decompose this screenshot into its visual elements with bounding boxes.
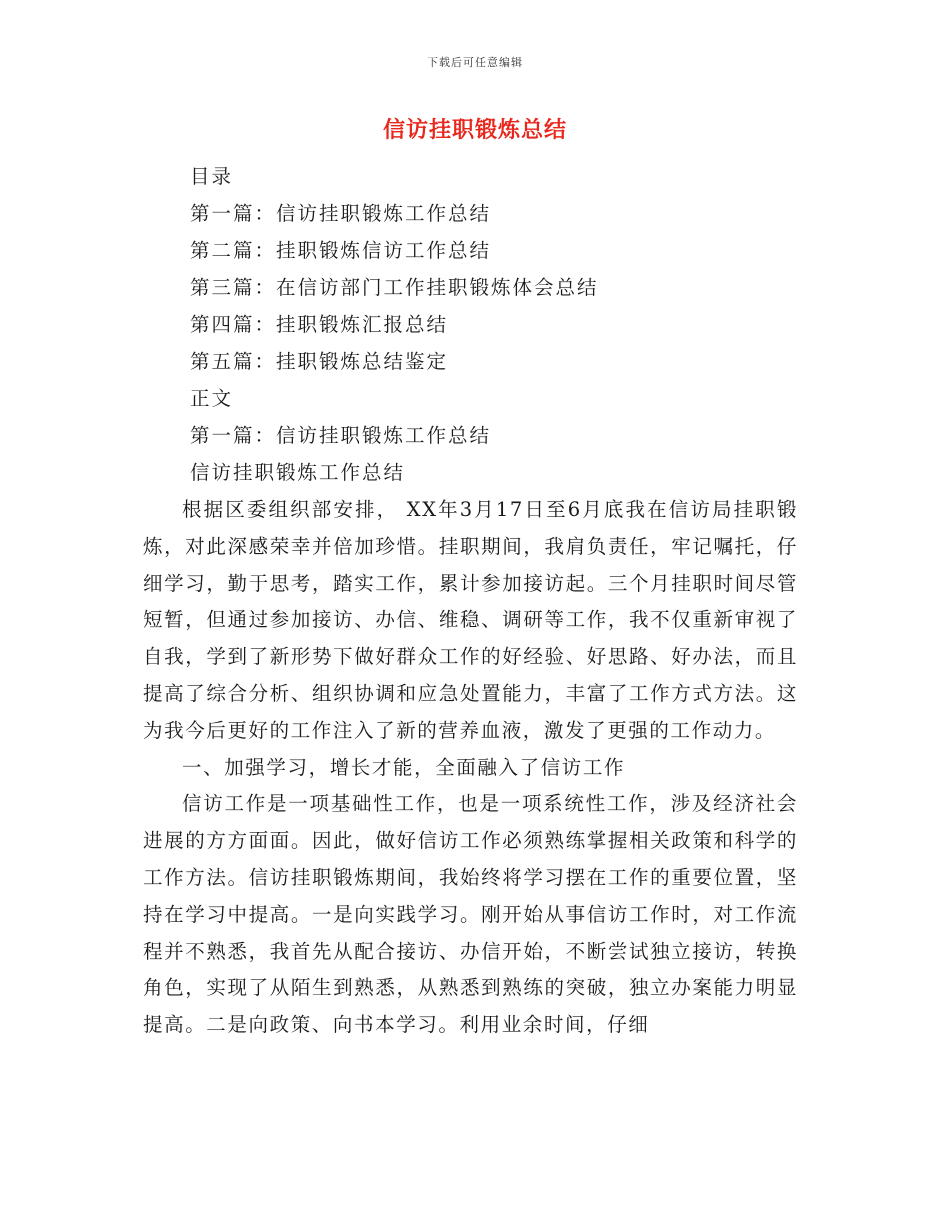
body-text — [143, 492, 798, 1044]
document-title: 信访挂职锻炼总结 — [382, 118, 567, 143]
header-note: 下载后可任意编辑 — [427, 56, 523, 69]
chapter-heading: 第一篇：信访挂职锻炼工作总结 — [190, 424, 492, 447]
chapter-subtitle: 信访挂职锻炼工作总结 — [190, 461, 406, 484]
section-heading: 一、加强学习，增长才能，全面融入了信访工作 — [182, 755, 626, 779]
toc-item: 第五篇：挂职锻炼总结鉴定 — [190, 350, 449, 373]
toc-label: 目录 — [190, 165, 234, 188]
table-of-contents — [190, 158, 810, 491]
body-label: 正文 — [190, 387, 234, 410]
toc-item: 第一篇：信访挂职锻炼工作总结 — [190, 202, 492, 225]
paragraph: 信访工作是一项基础性工作，也是一项系统性工作，涉及经济社会进展的方方面面。因此，做好信访工作必须熟练掌握相关政策和科学的工作方法。信访挂职锻炼期间，我始终将学习摆在工作的重要位置，坚持在学习中提高。一是向实践学习。刚开始从事信访工作时，对工作流程并不熟悉，我首先从配合接访、办信开始，不断尝试独立接访，转换角色，实现了从陌生到熟悉，从熟悉到熟练的突破，独立办案能力明显提高。二是向政策、向书本学习。利用业余时间，仔细 — [143, 792, 798, 1037]
paragraph: 根据区委组织部安排， XX年3月17日至6月底我在信访局挂职锻炼，对此深感荣幸并倍加珍惜。挂职期间，我肩负责任，牢记嘱托，仔细学习，勤于思考，踏实工作，累计参加接访起。三个月挂职时间尽管短暂，但通过参加接访、办信、维稳、调研等工作，我不仅重新审视了自我，学到了新形势下做好群众工作的好经验、好思路、好办法，而且提高了综合分析、组织协调和应急处置能力，丰富了工作方式方法。这为我今后更好的工作注入了新的营养血液，激发了更强的工作动力。 — [143, 498, 798, 742]
toc-item: 第四篇：挂职锻炼汇报总结 — [190, 313, 449, 336]
toc-item: 第二篇：挂职锻炼信访工作总结 — [190, 239, 492, 262]
toc-item: 第三篇：在信访部门工作挂职锻炼体会总结 — [190, 276, 599, 299]
